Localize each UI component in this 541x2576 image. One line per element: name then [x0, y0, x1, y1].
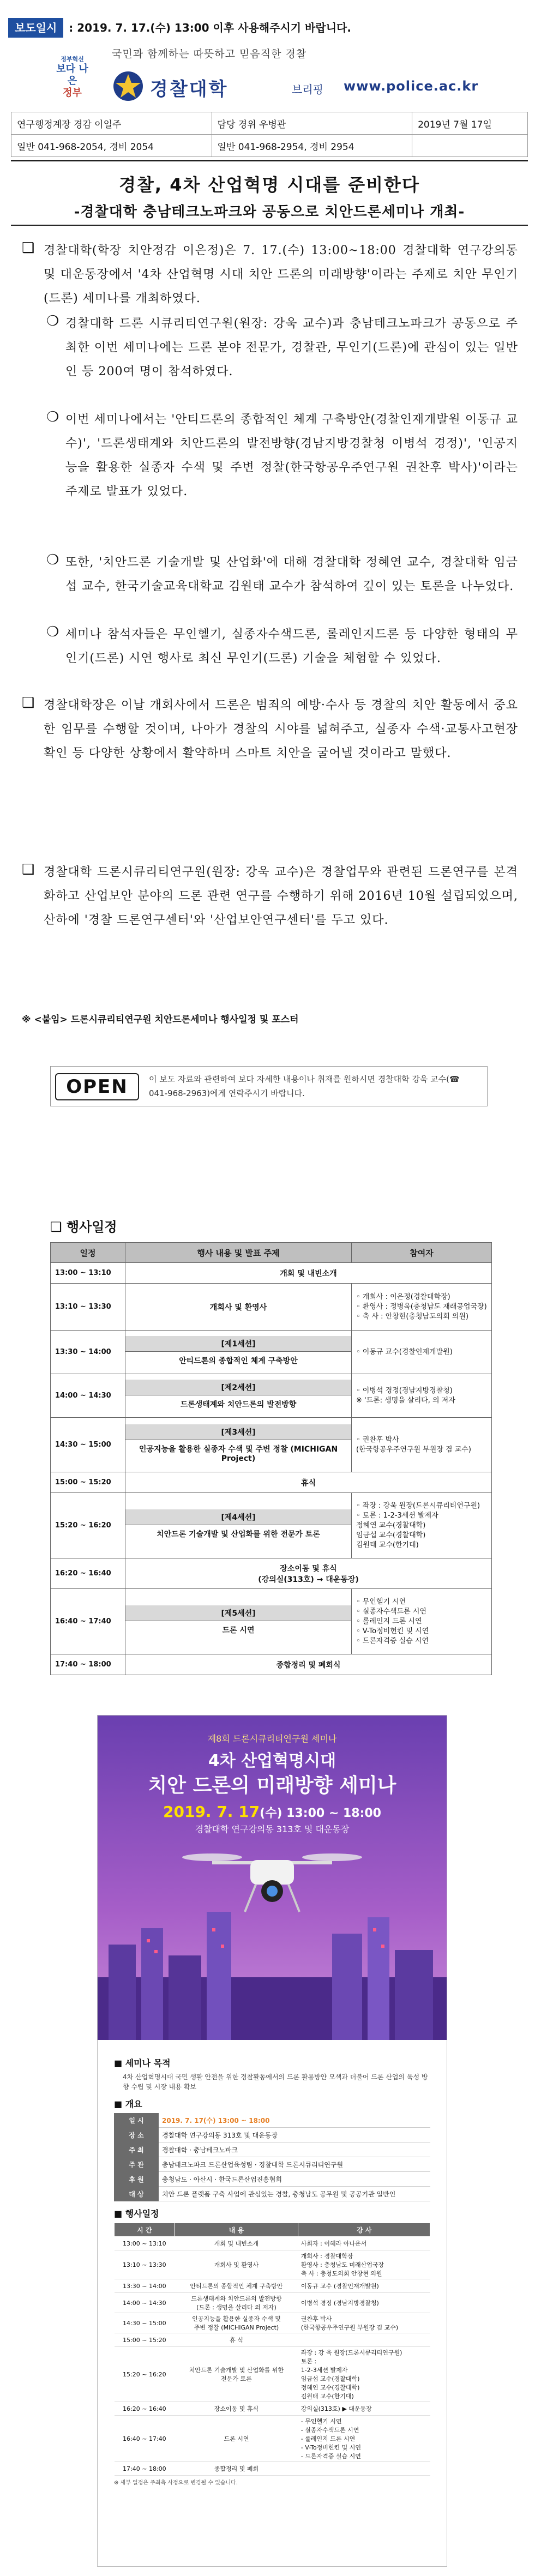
- contact-info-table: [11, 112, 528, 157]
- table-row: [115, 2402, 430, 2416]
- speaker-cell: 좌장 : 강 욱 원장(드론시큐리티연구원) 토론 : 1-2-3세션 발제자 임금섭 교수(경찰대학) 정혜연 교수(경찰대학) 김원태 교수(한기대): [298, 2347, 430, 2402]
- overview-key: 주 최: [114, 2142, 159, 2157]
- poster-purpose-text: 4차 산업혁명시대 국민 생활 안전을 위한 경찰활동에서의 드론 활용방안 모색과 더불어 드론 산업의 육성 방향 수립 및 시장 내용 확보: [123, 2073, 428, 2091]
- overview-key: 대 상: [114, 2187, 159, 2201]
- table-row: [115, 2333, 430, 2347]
- paragraph-intro: 경찰대학(학장 치안정감 이은정)은 7. 17.(수) 13:00~18:00 경찰대학 연구강의동 및 대운동장에서 '4차 산업혁명 시대 치안 드론의 미래방향'이라는 주제로 치안 무인기(드론) 세미나를 개최하였다.: [44, 244, 518, 305]
- speaker-cell: [352, 1418, 492, 1472]
- time-cell: 13:00 ~ 13:10: [115, 2237, 175, 2250]
- content-cell: [125, 1418, 352, 1472]
- title-box: [11, 164, 528, 224]
- gov-innovation-logo: [52, 47, 93, 101]
- slogan: 국민과 함께하는 따뜻하고 믿음직한 경찰: [112, 48, 307, 60]
- overview-key: 장 소: [114, 2128, 159, 2142]
- embargo-text: : 2019. 7. 17.(수) 13:00 이후 사용해주시기 바랍니다.: [69, 21, 351, 34]
- seminar-poster: [97, 1715, 447, 2567]
- speaker-cell: [352, 1493, 492, 1558]
- table-row: [51, 1418, 492, 1472]
- brand-header: [52, 43, 532, 113]
- poster-title-line2: 치안 드론의 미래방향 세미나: [148, 1774, 396, 1797]
- time-cell: 14:30 ~ 15:00: [115, 2313, 175, 2333]
- speaker-cell: [352, 1374, 492, 1418]
- gov-logo-line3: 정부: [63, 87, 82, 99]
- column-header: 참여자: [352, 1243, 492, 1263]
- open-logo: OPEN: [55, 1073, 139, 1100]
- poster-series: 제8회 드론시큐리티연구원 세미나: [207, 1734, 337, 1744]
- circle-bullet-icon: ❍: [46, 552, 59, 568]
- paragraph-opening-speech: 경찰대학장은 이날 개회사에서 드론은 범죄의 예방·수사 등 경찰의 치안 활동에서 중요한 임무를 수행할 것이며, 나아가 경찰의 시야를 넓혀주고, 실종자 수색·교통사고현장 확인 등 다양한 상황에서 활약하며 스마트 치안을 굴어낼 것이라고 말했다.: [44, 699, 518, 760]
- content-cell: 휴식: [125, 1472, 492, 1493]
- speaker-cell: [352, 1589, 492, 1654]
- schedule-header-row: [51, 1243, 492, 1263]
- speaker-cell: 이병석 경정 (경남지방경찰청): [298, 2293, 430, 2313]
- table-row: [115, 2416, 430, 2462]
- session-title: 치안드론 기술개발 및 산업화를 위한 전문가 토론: [157, 1530, 320, 1539]
- content-cell: [125, 1558, 492, 1589]
- table-row: [51, 1654, 492, 1675]
- overview-key: 후 원: [114, 2172, 159, 2187]
- content-cell: [125, 1331, 352, 1374]
- poster-date-rest: (수) 13:00 ~ 18:00: [260, 1807, 381, 1820]
- content-cell: 드론 시연: [175, 2416, 298, 2462]
- table-row: [51, 1558, 492, 1589]
- time-cell: 17:40 ~ 18:00: [115, 2462, 175, 2476]
- square-bullet-icon: ❑: [22, 240, 35, 256]
- speaker-cell: 개회사 : 경찰대학장 환영사 : 충청남도 미래산업국장 축 사 : 충청도의회 안창현 의원: [298, 2250, 430, 2279]
- paragraph-sessions: 이번 세미나에서는 '안티드론의 종합적인 체계 구축방안(경찰인재개발원 이동규 교수)', '드론생태계와 치안드론의 발전방향(경남지방경찰청 이병석 경정)', '인공지능을 활용한 실종자 수색 및 주변 정찰(한국항공우주연구원 권찬후 박사)'이라는 주제로 발표가 있었다.: [65, 413, 518, 498]
- move-route: (강의실(313호) → 대운동장): [258, 1575, 359, 1584]
- sub-title: -경찰대학 충남테크노파크와 공동으로 치안드론세미나 개최-: [74, 204, 465, 220]
- overview-value: 충남테크노파크 드론산업육성팀 · 경찰대학 드론시큐리티연구원: [159, 2157, 430, 2172]
- time-cell: 14:00 ~ 14:30: [51, 1374, 125, 1418]
- website-url[interactable]: www.police.ac.kr: [344, 79, 479, 94]
- session-label: [제4세션]: [125, 1509, 351, 1525]
- content-cell: [125, 1589, 352, 1654]
- schedule-table: [50, 1242, 492, 1675]
- content-cell: 장소이동 및 휴식: [175, 2402, 298, 2416]
- agency-sub: 브리핑: [292, 83, 323, 96]
- table-row: [51, 1284, 492, 1331]
- poster-hero: [98, 1716, 447, 2040]
- content-cell: 인공지능을 활용한 실종자 수색 및 주변 정찰 (MICHIGAN Project): [175, 2313, 298, 2333]
- contact-cell: [412, 135, 528, 157]
- session-label: [제1세션]: [125, 1336, 351, 1352]
- police-emblem-icon: [112, 70, 145, 103]
- table-row: [51, 1374, 492, 1418]
- divider: [11, 160, 528, 161]
- time-cell: 13:30 ~ 14:00: [51, 1331, 125, 1374]
- divider: [11, 225, 528, 226]
- paragraph-institute: 경찰대학 드론시큐리티연구원(원장: 강욱 교수)은 경찰업무와 관련된 드론연구를 본격화하고 산업보안 분야의 드론 관련 연구를 수행하기 위해 2016년 10월 설립되었으며, 산하에 '경찰 드론연구센터'와 '산업보안연구센터'를 두고 있다.: [44, 865, 518, 927]
- speaker-cell: 사회자 : 이혜라 아나운서: [298, 2237, 430, 2250]
- overview-value: 2019. 7. 17(수) 13:00 ~ 18:00: [159, 2113, 430, 2128]
- time-cell: 15:20 ~ 16:20: [51, 1493, 125, 1558]
- poster-section-purpose: ■ 세미나 목적: [114, 2058, 171, 2068]
- embargo-line: [8, 16, 521, 39]
- poster-schedule-table: [114, 2223, 430, 2476]
- content-cell: 종합정리 및 폐회식: [125, 1654, 492, 1675]
- poster-venue: 경찰대학 연구강의동 313호 및 대운동장: [195, 1824, 350, 1834]
- table-row: [114, 2128, 430, 2142]
- contact-cell: 연구행정계장 경감 이일주: [11, 112, 212, 135]
- agency-name: 경찰대학: [150, 79, 229, 100]
- contact-row: [11, 112, 528, 135]
- time-cell: 13:10 ~ 13:30: [51, 1284, 125, 1331]
- time-cell: 15:20 ~ 16:20: [115, 2347, 175, 2402]
- table-row: [114, 2187, 430, 2201]
- speaker-text: ◦ 좌장 : 강욱 원장(드론시큐리티연구원) ◦ 토론 : 1-2-3세션 발제자 정혜연 교수(경찰대학) 임금섭 교수(경찰대학) 김원태 교수(한기대): [356, 1501, 480, 1549]
- session-label: [제3세션]: [125, 1424, 351, 1440]
- content-cell: 개회사 및 환영사: [175, 2250, 298, 2279]
- overview-value: 충청남도 · 아산시 · 한국드론산업진흥협회: [159, 2172, 430, 2187]
- column-header: 시 간: [115, 2223, 175, 2237]
- overview-value: 경찰대학 · 충남테크노파크: [159, 2142, 430, 2157]
- square-bullet-icon: ❑: [22, 862, 35, 878]
- table-row: [114, 2142, 430, 2157]
- table-row: [114, 2157, 430, 2172]
- time-cell: 16:20 ~ 16:40: [51, 1558, 125, 1589]
- time-cell: 16:40 ~ 17:40: [115, 2416, 175, 2462]
- time-cell: 14:00 ~ 14:30: [115, 2293, 175, 2313]
- content-cell: 개회 및 내빈소개: [175, 2237, 298, 2250]
- poster-title-line1: 4차 산업혁명시대: [208, 1752, 336, 1771]
- paragraph-hosts: 경찰대학 드론 시큐리티연구원(원장: 강욱 교수)과 충남테크노파크가 공동으로 주최한 이번 세미나에는 드론 분야 전문가, 경찰관, 무인기(드론)에 관심이 있는 일반인 등 200여 명이 참석하였다.: [65, 317, 518, 378]
- table-row: [115, 2347, 430, 2402]
- content-cell: 개회사 및 환영사: [125, 1284, 352, 1331]
- speaker-text: ◦ 개회사 : 이은정(경찰대학장) ◦ 환영사 : 정병욱(충청남도 재래공업국장) ◦ 축 사 : 안창현(충청남도의회 의원): [356, 1292, 487, 1321]
- attachment-note: ※ <붙임> 드론시큐리티연구원 치안드론세미나 행사일정 및 포스터: [22, 1014, 299, 1025]
- speaker-text: ◦ 권찬후 박사 (한국항공우주연구원 부원장 겸 교수): [356, 1435, 471, 1454]
- time-cell: 16:20 ~ 16:40: [115, 2402, 175, 2416]
- time-cell: 17:40 ~ 18:00: [51, 1654, 125, 1675]
- circle-bullet-icon: ❍: [46, 624, 59, 640]
- content-cell: [125, 1493, 352, 1558]
- contact-row: [11, 135, 528, 157]
- embargo-label: 보도일시: [8, 18, 63, 38]
- table-row: [115, 2250, 430, 2279]
- content-cell: 드론생태계와 치안드론의 발전방향 (드론 : 생명을 살리다 의 저자): [175, 2293, 298, 2313]
- time-cell: 16:40 ~ 17:40: [51, 1589, 125, 1654]
- content-cell: 종합정리 및 폐회: [175, 2462, 298, 2476]
- contact-note: 이 보도 자료와 관련하여 보다 자세한 내용이나 취재를 원하시면 경찰대학 강욱 교수(☎ 041-968-2963)에게 연락주시기 바랍니다.: [149, 1074, 460, 1098]
- table-row: [115, 2462, 430, 2476]
- poster-footnote: ※ 세부 일정은 주최측 사정으로 변경될 수 있습니다.: [114, 2480, 238, 2486]
- session-label: [제5세션]: [125, 1605, 351, 1621]
- overview-key: 일 시: [114, 2113, 159, 2128]
- poster-date: [98, 1803, 447, 1821]
- table-row: [115, 2279, 430, 2293]
- table-row: [115, 2313, 430, 2333]
- gov-logo-line1: 정부혁신: [61, 56, 84, 63]
- speaker-cell: - 무인헬기 시연 - 실종자수색드론 시연 - 롤레인지 드론 시연 - V-To정비헌킨 및 시연 - 드론자격증 실습 시연: [298, 2416, 430, 2462]
- table-row: [114, 2172, 430, 2187]
- speaker-cell: [298, 2333, 430, 2347]
- speaker-cell: 이동규 교수 (경찰인재개발원): [298, 2279, 430, 2293]
- overview-value: 경찰대학 연구강의동 313호 및 대운동장: [159, 2128, 430, 2142]
- content-cell: 개회 및 내빈소개: [125, 1263, 492, 1284]
- session-title: 인공지능을 활용한 실종자 수색 및 주변 정찰 (MICHIGAN Project): [139, 1445, 338, 1463]
- contact-cell: 일반 041-968-2054, 경비 2054: [11, 135, 212, 157]
- schedule-heading: ❑ 행사일정: [50, 1219, 117, 1235]
- poster-date-main: 2019. 7. 17: [163, 1803, 260, 1821]
- column-header: 행사 내용 및 발표 주제: [125, 1243, 352, 1263]
- column-header: 내 용: [175, 2223, 298, 2237]
- column-header: 일정: [51, 1243, 125, 1263]
- poster-body: [114, 2051, 430, 2486]
- speaker-text: ◦ 이동규 교수(경찰인재개발원): [356, 1347, 453, 1356]
- speaker-cell: [298, 2462, 430, 2476]
- contact-cell: 담당 경위 우병관: [212, 112, 412, 135]
- content-cell: 안티드론의 종합적인 체계 구축방안: [175, 2279, 298, 2293]
- main-title: 경찰, 4차 산업혁명 시대를 준비한다: [119, 174, 420, 195]
- time-cell: 13:00 ~ 13:10: [51, 1263, 125, 1284]
- session-title: 드론 시연: [222, 1626, 255, 1635]
- square-bullet-icon: ❑: [22, 695, 35, 711]
- table-header-row: [115, 2223, 430, 2237]
- poster-section-schedule: ■ 행사일정: [114, 2208, 159, 2219]
- table-row: [51, 1263, 492, 1284]
- poster-overview-table: [114, 2113, 430, 2201]
- overview-value: 치안 드론 플랫폼 구축 사업에 관심있는 경찰, 충청남도 공무원 및 공공기관 일반인: [159, 2187, 430, 2201]
- open-data-box: [50, 1066, 488, 1106]
- contact-cell: 2019년 7월 17일: [412, 112, 528, 135]
- time-cell: 14:30 ~ 15:00: [51, 1418, 125, 1472]
- table-row: [51, 1493, 492, 1558]
- session-title: 안티드론의 종합적인 체계 구축방안: [179, 1357, 298, 1365]
- paragraph-discussion: 또한, '치안드론 기술개발 및 산업화'에 대해 경찰대학 정혜연 교수, 경찰대학 임금섭 교수, 한국기술교육대학교 김원태 교수가 참석하여 깊이 있는 토론을 나누었다.: [65, 556, 518, 593]
- gov-logo-line2: 보다 나은: [56, 63, 88, 87]
- speaker-cell: 강의실(313호) ▶ 대운동장: [298, 2402, 430, 2416]
- speaker-cell: 권찬후 박사 (한국항공우주연구원 부원장 겸 교수): [298, 2313, 430, 2333]
- circle-bullet-icon: ❍: [46, 313, 59, 329]
- circle-bullet-icon: ❍: [46, 409, 59, 425]
- paragraph-demo: 세미나 참석자들은 무인헬기, 실종자수색드론, 롤레인지드론 등 다양한 형태의 무인기(드론) 시연 행사로 최신 무인기(드론) 기술을 체험할 수 있었다.: [65, 628, 518, 665]
- time-cell: 15:00 ~ 15:20: [115, 2333, 175, 2347]
- session-title: 드론생태계와 치안드론의 발전방향: [180, 1400, 297, 1409]
- move-label: 장소이동 및 휴식: [280, 1564, 337, 1573]
- speaker-cell: [352, 1331, 492, 1374]
- time-cell: 15:00 ~ 15:20: [51, 1472, 125, 1493]
- content-cell: 휴 식: [175, 2333, 298, 2347]
- table-row: [51, 1472, 492, 1493]
- table-row: [51, 1331, 492, 1374]
- column-header: 강 사: [298, 2223, 430, 2237]
- drone-illustration: [179, 1841, 365, 1928]
- speaker-text: ◦ 무인헬기 시연 ◦ 실종자수색드론 시연 ◦ 롤레인지 드론 시연 ◦ V-To정비헌킨 및 시연 ◦ 드론자격증 실습 시연: [356, 1597, 429, 1645]
- contact-cell: 일반 041-968-2954, 경비 2954: [212, 135, 412, 157]
- content-cell: [125, 1374, 352, 1418]
- table-row: [114, 2113, 430, 2128]
- content-cell: 치안드론 기술개발 및 산업화를 위한 전문가 토론: [175, 2347, 298, 2402]
- speaker-text: ◦ 이병석 경정(경남지방경찰청) ※ '드론: 생명을 살리다, 의 저자: [356, 1386, 455, 1405]
- table-row: [115, 2293, 430, 2313]
- overview-key: 주 관: [114, 2157, 159, 2172]
- speaker-cell: [352, 1284, 492, 1331]
- table-row: [51, 1589, 492, 1654]
- poster-section-overview: ■ 개요: [114, 2099, 142, 2109]
- time-cell: 13:10 ~ 13:30: [115, 2250, 175, 2279]
- time-cell: 13:30 ~ 14:00: [115, 2279, 175, 2293]
- table-row: [115, 2237, 430, 2250]
- session-label: [제2세션]: [125, 1380, 351, 1395]
